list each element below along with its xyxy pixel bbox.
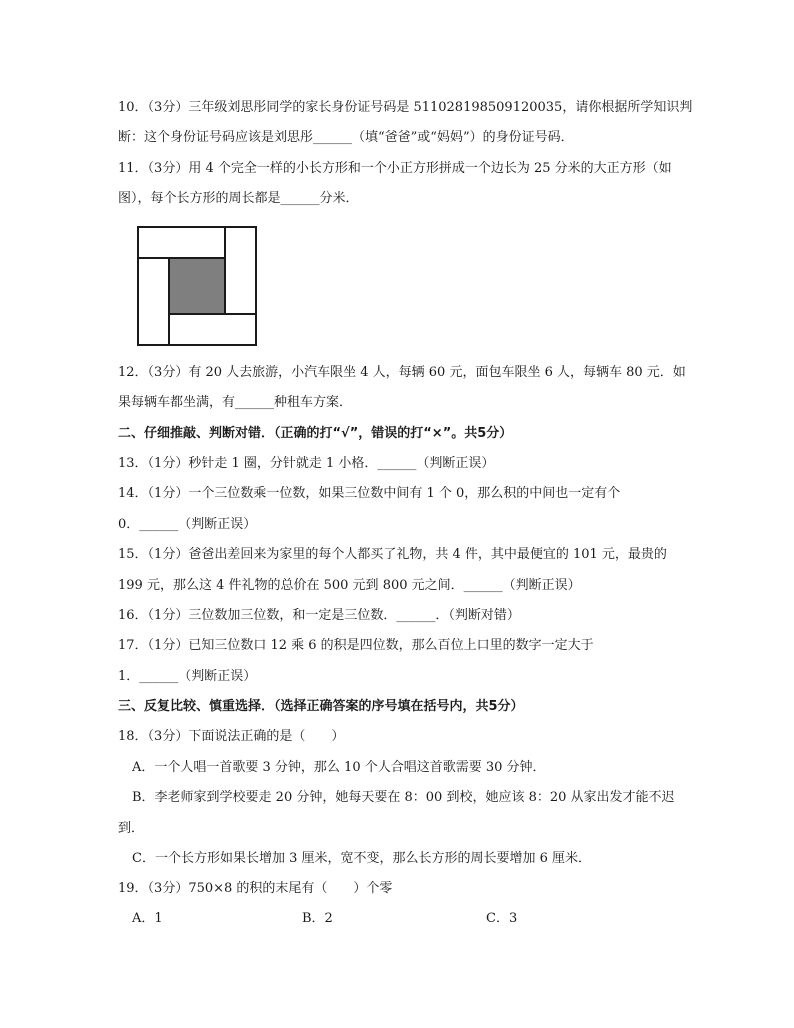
q17-line2: 1．______（判断正误） (118, 669, 257, 684)
q18-option-b-line2: 到． (118, 821, 145, 836)
q15-line1: 15．（1分）爸爸出差回来为家里的每个人都买了礼物，共 4 件，其中最便宜的 101 元，最贵的 (118, 547, 667, 562)
q16: 16．（1分）三位数加三位数，和一定是三位数．______．（判断对错） (118, 608, 520, 623)
center-square (169, 258, 225, 314)
q10-line2: 断：这个身份证号码应该是刘思彤______（填“爸爸”或“妈妈”）的身份证号码． (118, 130, 574, 145)
q19-option-a: A．1 (132, 911, 163, 926)
q11-line2: 图），每个长方形的周长都是______分米． (118, 191, 359, 206)
q10-line1: 10．（3分）三年级刘思彤同学的家长身份证号码是 511028198509120035，请你根据所学知识判 (118, 100, 693, 115)
square-figure (137, 226, 257, 346)
q17-line1: 17．（1分）已知三位数口 12 乘 6 的积是四位数，那么百位上口里的数字一定大于 (118, 638, 594, 653)
q15-line2: 199 元，那么这 4 件礼物的总价在 500 元到 800 元之间．______（判断正误） (118, 578, 581, 593)
q18-stem: 18．（3分）下面说法正确的是（ ） (118, 729, 345, 744)
q18-option-a: A．一个人唱一首歌要 3 分钟，那么 10 个人合唱这首歌需要 30 分钟． (132, 760, 546, 775)
q12-line2: 果每辆车都坐满，有______种租车方案． (118, 395, 353, 410)
q19-option-b: B．2 (302, 911, 333, 926)
q19-option-c: C．3 (486, 911, 518, 926)
section-2-heading: 二、仔细推敲、判断对错．（正确的打“√”，错误的打“×”。共5分） (118, 426, 513, 441)
section-3-heading: 三、反复比较、慎重选择．（选择正确答案的序号填在括号内，共5分） (118, 699, 524, 714)
q11-line1: 11．（3分）用 4 个完全一样的小长方形和一个小正方形拼成一个边长为 25 分米的大正方形（如 (118, 161, 672, 176)
q13: 13．（1分）秒针走 1 圈，分针就走 1 小格．______（判断正误） (118, 456, 495, 471)
q18-option-c: C．一个长方形如果长增加 3 厘米，宽不变，那么长方形的周长要增加 6 厘米． (132, 851, 592, 866)
q14-line2: 0．______（判断正误） (118, 517, 257, 532)
q14-line1: 14．（1分）一个三位数乘一位数，如果三位数中间有 1 个 0，那么积的中间也一定有个 (118, 486, 621, 501)
q12-line1: 12．（3分）有 20 人去旅游，小汽车限坐 4 人，每辆 60 元，面包车限坐 6 人，每辆车 80 元．如 (118, 365, 686, 380)
q19-stem: 19．（3分）750×8 的积的末尾有（ ）个零 (118, 881, 393, 896)
q18-option-b-line1: B．李老师家到学校要走 20 分钟，她每天要在 8：00 到校，她应该 8：20 从家出发才能不迟 (132, 790, 675, 805)
